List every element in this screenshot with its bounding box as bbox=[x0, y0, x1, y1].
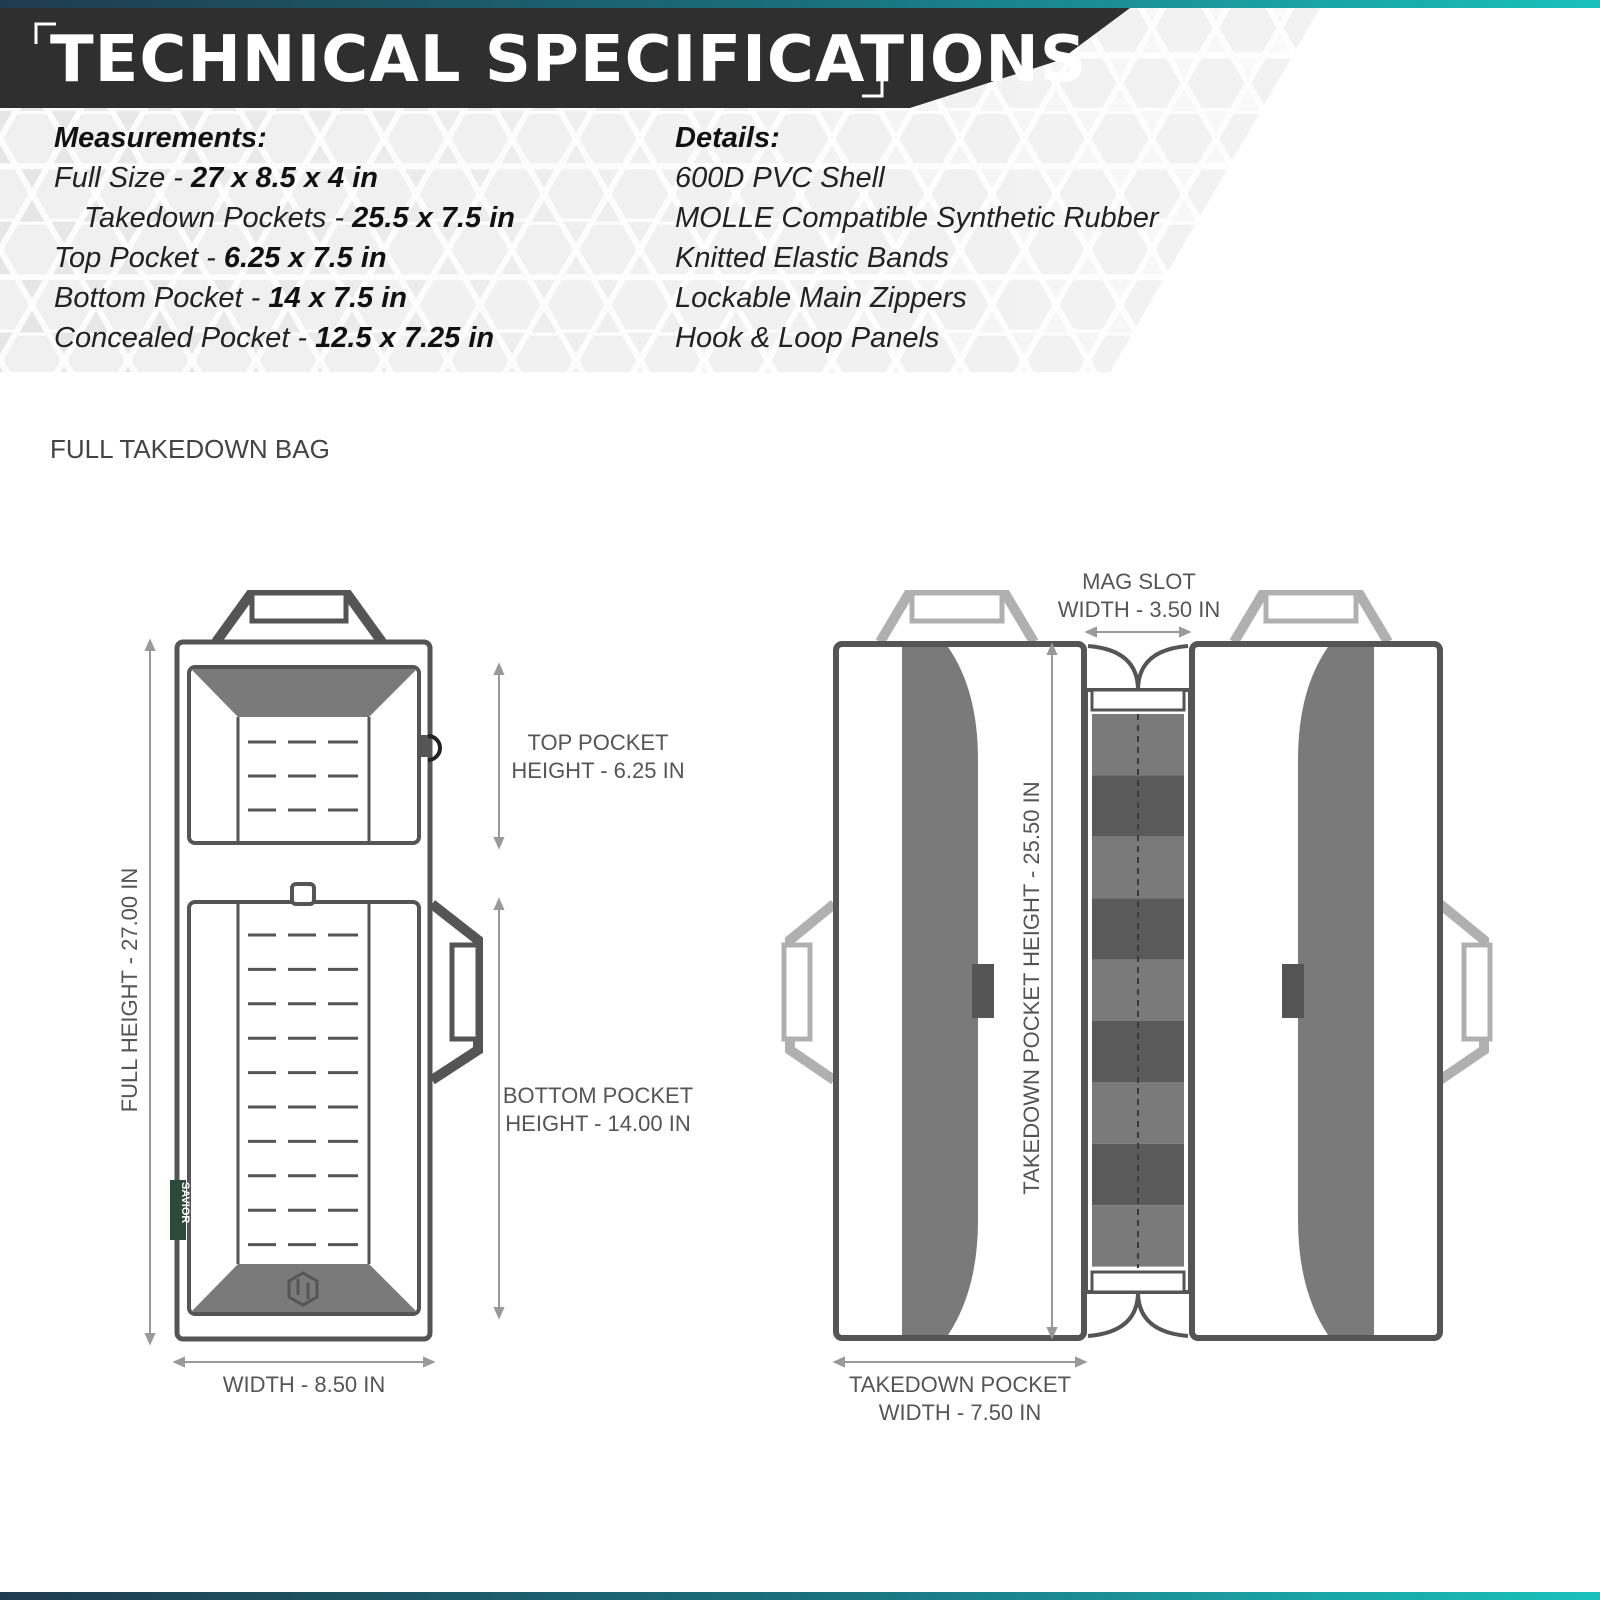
measurement-value: 14 x 7.5 in bbox=[268, 282, 408, 314]
measurement-label: Takedown Pockets bbox=[84, 202, 327, 234]
takedown-height-label: TAKEDOWN POCKET HEIGHT - 25.50 IN bbox=[1019, 781, 1044, 1195]
brand-tag-text: SAVIOR bbox=[179, 1182, 191, 1224]
measurement-value: 6.25 x 7.5 in bbox=[223, 242, 387, 274]
bag-open-view bbox=[784, 593, 1490, 1338]
mag-slot-band bbox=[1092, 1144, 1184, 1205]
measurement-label: Full Size bbox=[54, 162, 166, 194]
section-label: FULL TAKEDOWN BAG bbox=[50, 434, 330, 464]
left-panel-side-handle-grip bbox=[784, 945, 810, 1039]
measurement-item: Bottom Pocket - 14 x 7.5 in bbox=[54, 282, 408, 314]
left-panel-strap-tab bbox=[972, 964, 994, 1018]
measurement-label: Top Pocket bbox=[54, 242, 199, 274]
measurement-item: Top Pocket - 6.25 x 7.5 in bbox=[54, 242, 387, 274]
right-panel-elastic-band bbox=[1298, 647, 1374, 1335]
full-height-label: FULL HEIGHT - 27.00 IN bbox=[117, 867, 142, 1113]
measurement-value: 25.5 x 7.5 in bbox=[352, 202, 515, 234]
right-panel-top-handle-grip bbox=[1266, 593, 1356, 621]
detail-item: 600D PVC Shell bbox=[675, 162, 885, 194]
detail-item: Lockable Main Zippers bbox=[675, 282, 967, 314]
measurement-value: 27 x 8.5 x 4 in bbox=[190, 162, 378, 194]
right-panel-side-handle-grip bbox=[1464, 945, 1490, 1039]
mag-slot-band bbox=[1092, 714, 1184, 775]
takedown-width-label-1: TAKEDOWN POCKET bbox=[848, 1372, 1072, 1397]
measurement-label: Bottom Pocket bbox=[54, 282, 243, 314]
left-panel-elastic-band bbox=[902, 647, 978, 1335]
bottom-accent-bar bbox=[0, 1592, 1600, 1600]
measurement-value: 12.5 x 7.25 in bbox=[315, 322, 495, 354]
mag-slot bbox=[1086, 646, 1190, 1336]
measurement-item: Takedown Pockets - 25.5 x 7.5 in bbox=[84, 202, 515, 234]
width-label: WIDTH - 8.50 IN bbox=[222, 1372, 386, 1397]
top-pocket-label-2: HEIGHT - 6.25 IN bbox=[511, 758, 685, 783]
detail-item: MOLLE Compatible Synthetic Rubber bbox=[675, 202, 1159, 234]
takedown-width-label-2: WIDTH - 7.50 IN bbox=[878, 1400, 1042, 1425]
right-panel-strap-tab bbox=[1282, 964, 1304, 1018]
mag-slot-band bbox=[1092, 1021, 1184, 1082]
measurements-heading: Measurements: bbox=[54, 122, 267, 154]
top-pocket-label-1: TOP POCKET bbox=[527, 730, 669, 755]
bag-front-view bbox=[170, 593, 478, 1339]
page-title: TECHNICAL SPECIFICATIONS bbox=[50, 23, 1087, 97]
zipper-pull bbox=[292, 884, 314, 904]
bottom-pocket-label-1: BOTTOM POCKET bbox=[502, 1083, 694, 1108]
bottom-pocket-label-2: HEIGHT - 14.00 IN bbox=[505, 1111, 691, 1136]
left-panel-top-handle-grip bbox=[912, 593, 1002, 621]
mag-slot-label-2: WIDTH - 3.50 IN bbox=[1057, 597, 1221, 622]
measurement-item: Full Size - 27 x 8.5 x 4 in bbox=[54, 162, 378, 194]
details-heading: Details: bbox=[675, 122, 780, 154]
side-handle-grip bbox=[452, 945, 478, 1039]
measurement-label: Concealed Pocket bbox=[54, 322, 290, 354]
top-handle-grip bbox=[252, 593, 346, 621]
mag-slot-label-1: MAG SLOT bbox=[1082, 569, 1196, 594]
detail-item: Hook & Loop Panels bbox=[675, 322, 940, 354]
detail-item: Knitted Elastic Bands bbox=[675, 242, 950, 274]
measurement-item: Concealed Pocket - 12.5 x 7.25 in bbox=[54, 322, 495, 354]
d-ring-mount bbox=[420, 735, 430, 757]
